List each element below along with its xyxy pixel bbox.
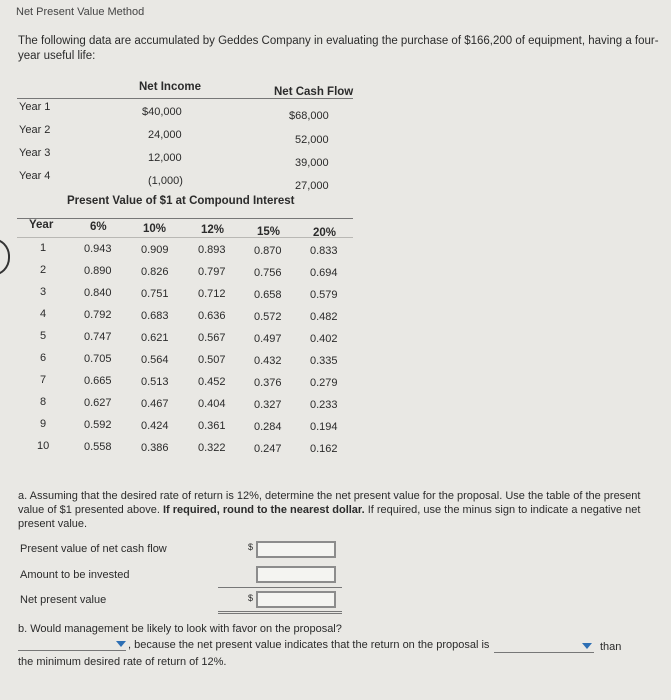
cash-flow-value: $68,000 — [289, 110, 329, 122]
pv-factor-cell: 0.826 — [141, 265, 169, 278]
pv-year-cell: 10 — [37, 440, 50, 452]
pv-factor-cell: 0.507 — [198, 354, 226, 367]
intro-text: The following data are accumulated by Geddes Company in evaluating the purchase of $166,200 of equipment, having a four-year useful life: — [18, 35, 659, 62]
pv-year-cell: 8 — [40, 396, 47, 408]
pv-factor-cell: 0.247 — [254, 442, 282, 455]
total-rule-1 — [218, 611, 342, 612]
than-text: than — [600, 641, 622, 653]
pv-factor-cell: 0.284 — [254, 420, 282, 433]
pv-factor-cell: 0.279 — [310, 377, 338, 389]
pv-net-cash-flow-input[interactable] — [256, 541, 336, 558]
year-label: Year 2 — [19, 124, 51, 136]
net-income-header: Net Income — [139, 81, 201, 93]
pv-factor-cell: 0.322 — [198, 442, 226, 455]
pv-factor-cell: 0.327 — [254, 398, 282, 411]
net-present-value-input[interactable] — [256, 591, 336, 608]
pv-factor-cell: 0.712 — [198, 288, 226, 301]
pv-factor-cell: 0.233 — [310, 399, 338, 411]
pv-factor-cell: 0.162 — [310, 443, 338, 455]
pv-table-title: Present Value of $1 at Compound Interest — [67, 195, 295, 207]
net-income-value: 24,000 — [148, 129, 182, 141]
pv-year-cell: 4 — [40, 308, 47, 320]
return-dropdown-line[interactable] — [494, 652, 594, 653]
pv-factor-cell: 0.694 — [310, 267, 338, 279]
pv-factor-cell: 0.747 — [84, 331, 112, 344]
pv-factor-cell: 0.564 — [141, 353, 169, 366]
pv-factor-cell: 0.404 — [198, 398, 226, 411]
pv-factor-cell: 0.361 — [198, 420, 226, 433]
year-label: Year 4 — [19, 170, 51, 182]
net-cash-flow-header: Net Cash Flow — [274, 86, 354, 98]
part-b-middle-text: , because the net present value indicates that the return on the proposal is — [128, 639, 490, 651]
pv-factor-cell: 0.909 — [141, 243, 169, 256]
pv-factor-cell: 0.482 — [310, 311, 338, 323]
amount-invested-label: Amount to be invested — [20, 569, 130, 581]
pv-header-6: 6% — [90, 221, 107, 233]
pv-factor-cell: 0.840 — [84, 287, 112, 300]
pv-factor-cell: 0.567 — [198, 332, 226, 345]
pv-factor-cell: 0.627 — [84, 397, 112, 410]
pv-factor-cell: 0.870 — [254, 244, 282, 257]
amount-invested-input[interactable] — [256, 566, 336, 583]
pv-year-cell: 2 — [40, 264, 47, 276]
pv-factor-cell: 0.452 — [198, 376, 226, 389]
pv-factor-cell: 0.792 — [84, 309, 112, 322]
cash-flow-value: 27,000 — [295, 180, 329, 192]
pv-factor-cell: 0.497 — [254, 332, 282, 345]
page-title: Net Present Value Method — [16, 6, 145, 18]
chevron-down-icon[interactable] — [116, 641, 126, 647]
pv-header-20: 20% — [313, 227, 337, 239]
pv-factor-cell: 0.386 — [141, 441, 169, 454]
page-edge-arc — [0, 238, 10, 276]
pv-factor-cell: 0.621 — [141, 331, 169, 344]
favor-dropdown-line[interactable] — [18, 650, 126, 651]
pv-factor-cell: 0.751 — [141, 287, 169, 300]
pv-year-cell: 3 — [40, 286, 47, 298]
total-rule-2 — [218, 613, 342, 614]
pv-net-cash-flow-label: Present value of net cash flow — [20, 543, 167, 555]
net-income-value: $40,000 — [142, 106, 182, 118]
pv-header-15: 15% — [257, 226, 281, 238]
subtotal-rule — [218, 587, 342, 588]
part-b-question: b. Would management be likely to look with favor on the proposal? — [18, 623, 342, 635]
net-income-value: 12,000 — [148, 152, 182, 164]
pv-factor-cell: 0.558 — [84, 441, 112, 454]
pv-factor-cell: 0.592 — [84, 419, 112, 432]
net-present-value-label: Net present value — [20, 594, 107, 606]
pv-factor-cell: 0.432 — [254, 354, 282, 367]
pv-table-top-rule — [17, 218, 353, 219]
pv-header-rule — [17, 237, 353, 238]
pv-factor-cell: 0.579 — [310, 289, 338, 301]
pv-factor-cell: 0.636 — [198, 310, 226, 323]
chevron-down-icon[interactable] — [582, 643, 592, 649]
data-table-top-rule — [17, 98, 353, 99]
pv-factor-cell: 0.943 — [84, 243, 112, 256]
pv-year-cell: 6 — [40, 352, 47, 364]
pv-year-cell: 9 — [40, 418, 47, 430]
pv-factor-cell: 0.683 — [141, 309, 169, 322]
pv-header-year: Year — [29, 219, 54, 231]
pv-factor-cell: 0.402 — [310, 333, 338, 345]
part-a-question: a. Assuming that the desired rate of return is 12%, determine the net present value for the proposal. Use the table of the present value of $1 presented above. If required, round to the nearest dollar. If required, use the minus sign to indicate a negative net present value. — [18, 490, 641, 530]
pv-factor-cell: 0.705 — [84, 353, 112, 366]
year-label: Year 1 — [19, 101, 51, 113]
pv-factor-cell: 0.658 — [254, 288, 282, 301]
pv-factor-cell: 0.424 — [141, 419, 169, 432]
pv-factor-cell: 0.833 — [310, 245, 338, 257]
pv-factor-cell: 0.756 — [254, 266, 282, 279]
pv-year-cell: 7 — [40, 374, 47, 386]
dollar-sign: $ — [248, 542, 254, 552]
pv-factor-cell: 0.797 — [198, 266, 226, 279]
pv-factor-cell: 0.335 — [310, 355, 338, 367]
pv-factor-cell: 0.572 — [254, 310, 282, 323]
cash-flow-value: 52,000 — [295, 134, 329, 146]
pv-header-12: 12% — [201, 224, 225, 236]
year-label: Year 3 — [19, 147, 51, 159]
dollar-sign: $ — [248, 593, 254, 603]
pv-factor-cell: 0.376 — [254, 376, 282, 389]
net-income-value: (1,000) — [148, 175, 183, 187]
pv-factor-cell: 0.513 — [141, 375, 169, 388]
pv-header-10: 10% — [143, 223, 167, 235]
cash-flow-value: 39,000 — [295, 157, 329, 169]
pv-year-cell: 5 — [40, 330, 47, 342]
pv-factor-cell: 0.890 — [84, 265, 112, 278]
part-b-end-text: the minimum desired rate of return of 12%. — [18, 656, 227, 668]
pv-factor-cell: 0.194 — [310, 421, 338, 433]
pv-factor-cell: 0.665 — [84, 375, 112, 388]
pv-factor-cell: 0.467 — [141, 397, 169, 410]
pv-year-cell: 1 — [40, 242, 47, 254]
pv-factor-cell: 0.893 — [198, 244, 226, 257]
